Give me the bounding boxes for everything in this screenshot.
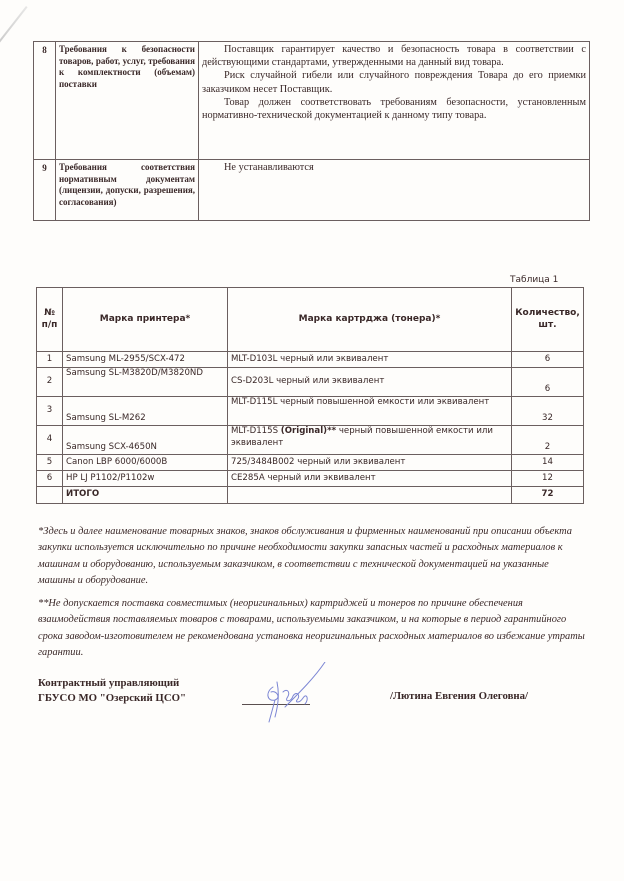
cell-empty (37, 487, 63, 504)
original-marker: (Original)** (280, 426, 337, 436)
row-content (199, 160, 590, 221)
total-label: ИТОГО (63, 487, 228, 504)
cell-quantity: 2 (512, 426, 584, 455)
cartridge-description: черный повышенной емкости или эквивалент (231, 426, 493, 448)
footnote-text: **Не допускается поставка совместимых (неоригинальных) картриджей и тонеров по причине обеспечения взаимодействия поставляемых товаров с товарами, используемыми заказчиком, и на которые в период гарантийного срока заводом-изготовителем не рекомендована установка неоригинальных расходных материалов во избежание утраты гарантии. (38, 598, 585, 659)
cell-cartridge (228, 426, 512, 455)
cell-cartridge: CS-D203L черный или эквивалент (228, 368, 512, 397)
row-heading: Требования к безопасности товаров, работ, услуг, требования к комплектности (объемам) поставки (56, 42, 199, 160)
cell-cartridge: MLT-D115L черный повышенной емкости или эквивалент (228, 397, 512, 426)
cell-printer: Samsung SL-M3820D/M3820ND (63, 368, 228, 397)
cell-number: 5 (37, 455, 63, 471)
signatory-position (38, 676, 186, 705)
row-heading: Требования соответствия нормативным документам (лицензии, допуски, разрешения, согласования) (56, 160, 199, 221)
scan-fold-mark (0, 6, 28, 55)
table-row (37, 471, 584, 487)
paragraph: Поставщик гарантирует качество и безопасность товара в соответствии с действующими стандартами, утвержденными на данный вид товара. (202, 44, 586, 69)
cell-number: 4 (37, 426, 63, 455)
cell-empty (228, 487, 512, 504)
header-quantity: Количество, шт. (512, 288, 584, 352)
organization-line: ГБУСО МО "Озерский ЦСО" (38, 691, 187, 704)
cell-printer: Samsung ML-2955/SCX-472 (63, 352, 228, 368)
signatory-name: /Лютина Евгения Олеговна/ (390, 690, 529, 702)
header-number: № п/п (37, 288, 63, 352)
cell-printer: Samsung SCX-4650N (63, 426, 228, 455)
paragraph: Не устанавливаются (224, 162, 314, 173)
cell-cartridge: 725/3484B002 черный или эквивалент (228, 455, 512, 471)
total-quantity: 72 (512, 487, 584, 504)
cell-cartridge: MLT-D103L черный или эквивалент (228, 352, 512, 368)
cell-quantity: 6 (512, 352, 584, 368)
cell-printer: Canon LBP 6000/6000B (63, 455, 228, 471)
cell-cartridge: CE285A черный или эквивалент (228, 471, 512, 487)
table-row (37, 397, 584, 426)
table-row (37, 455, 584, 471)
table-row (37, 426, 584, 455)
cell-quantity: 14 (512, 455, 584, 471)
table-row (34, 160, 590, 221)
paragraph: Товар должен соответствовать требованиям безопасности, установленным нормативно-технической документацией к данному типу товара. (202, 96, 586, 122)
paragraph: Риск случайной гибели или случайного повреждения Товара до его приемки заказчиком несет Поставщик. (202, 70, 586, 95)
table-row (37, 368, 584, 397)
cell-number: 2 (37, 368, 63, 397)
row-content (199, 42, 590, 160)
table-row (34, 42, 590, 160)
cell-number: 3 (37, 397, 63, 426)
table-total-row (37, 487, 584, 504)
footnote-text: *Здесь и далее наименование товарных знаков, знаков обслуживания и фирменных наименований при описании объекта закупки используется исключительно по причине необходимости закупки запасных частей и расходных материалов к машинам и оборудованию, используемым заказчиком, в соответствии с технической документацией на указанные машины и оборудование. (38, 526, 572, 587)
cartridge-table (36, 287, 584, 504)
cartridge-model: MLT-D115S (231, 426, 281, 436)
cell-number: 1 (37, 352, 63, 368)
cell-quantity: 6 (512, 368, 584, 397)
header-printer: Марка принтера* (63, 288, 228, 352)
cell-number: 6 (37, 471, 63, 487)
row-number: 8 (34, 42, 56, 160)
handwritten-signature-icon (255, 662, 335, 732)
header-cartridge: Марка картрджа (тонера)* (228, 288, 512, 352)
cell-quantity: 32 (512, 397, 584, 426)
table-row (37, 352, 584, 368)
cell-quantity: 12 (512, 471, 584, 487)
requirements-table (33, 41, 590, 221)
footnote-originals (38, 596, 588, 662)
cell-printer: HP LJ P1102/P1102w (63, 471, 228, 487)
cell-printer: Samsung SL-M262 (63, 397, 228, 426)
table-caption: Таблица 1 (510, 275, 559, 285)
position-line: Контрактный управляющий (38, 677, 180, 689)
row-number: 9 (34, 160, 56, 221)
footnote-trademarks (38, 524, 588, 590)
table-header-row (37, 288, 584, 352)
